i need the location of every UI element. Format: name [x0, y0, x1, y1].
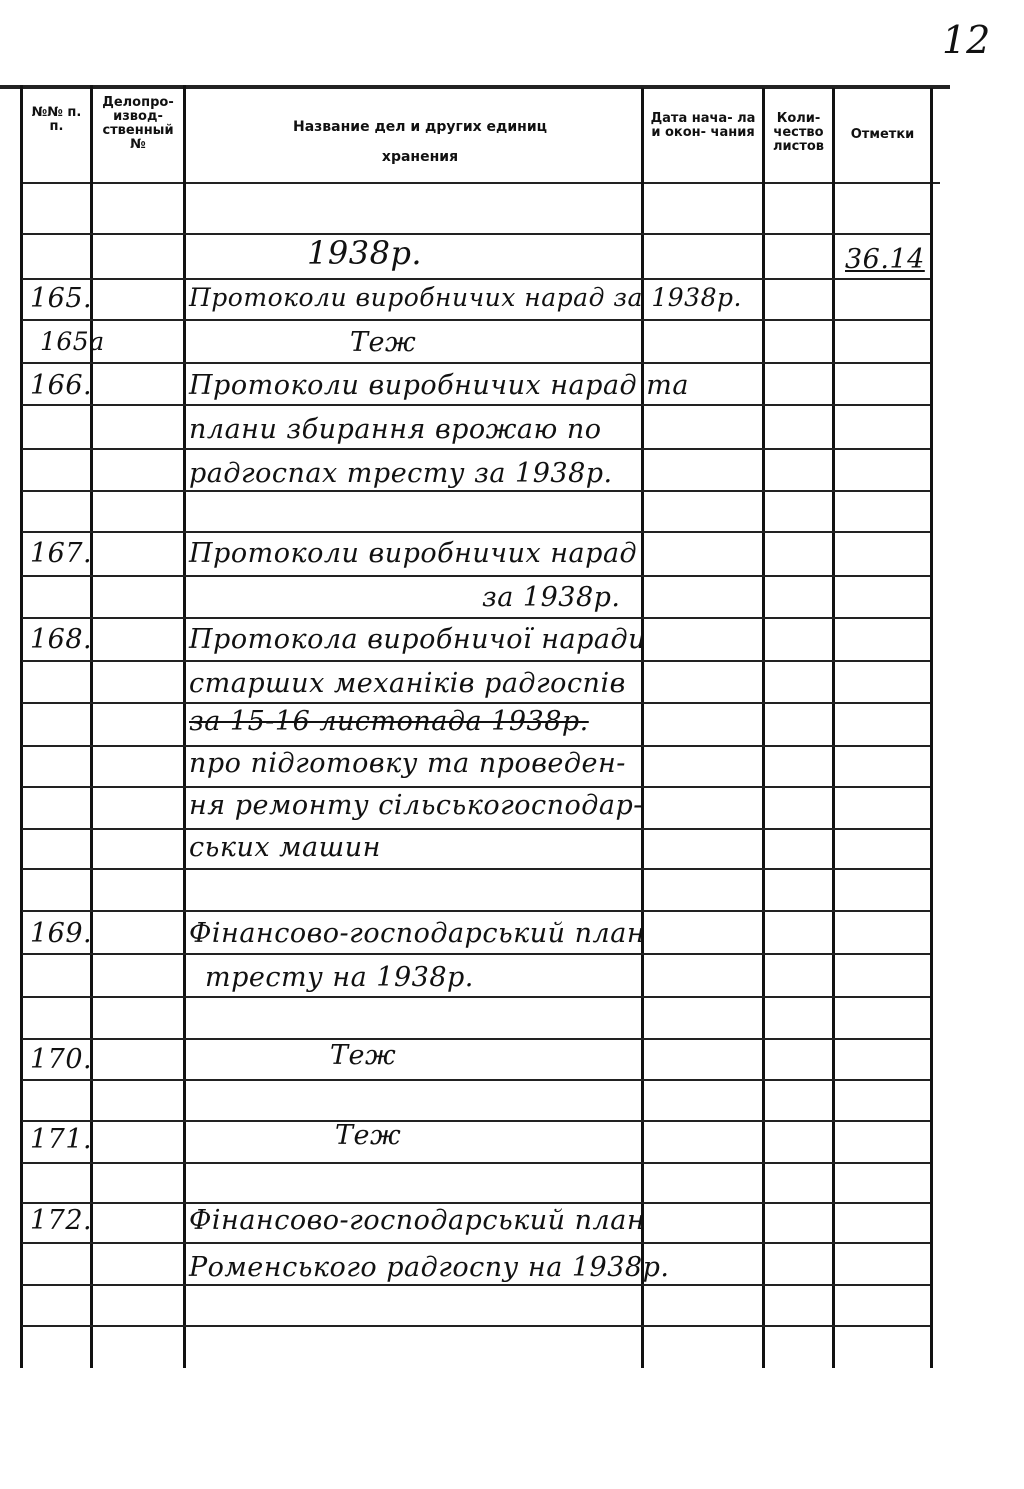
- ruled-line: [22, 575, 930, 577]
- column-divider: [832, 88, 835, 1368]
- ruled-line: [22, 490, 930, 492]
- entry-title-line: плани збирання врожаю по: [189, 414, 602, 445]
- ruled-line: [22, 278, 930, 280]
- column-divider: [641, 88, 644, 1368]
- entry-title-line: Роменського радгоспу на 1938р.: [189, 1252, 670, 1283]
- entry-title-line: ня ремонту сільськогосподар-: [189, 790, 643, 821]
- entry-title-line: про підготовку та проведен-: [189, 748, 626, 779]
- header-col-office-number: Делопро- извод- ственный №: [102, 95, 174, 152]
- ruled-line: [22, 786, 930, 788]
- entry-number: 168.: [30, 624, 93, 655]
- ruled-line: [22, 1202, 930, 1204]
- ruled-line: [22, 617, 930, 619]
- ruled-line: [22, 1162, 930, 1164]
- entry-title-line: Теж: [330, 1040, 397, 1071]
- entry-number: 165.: [30, 283, 93, 314]
- ruled-line: [22, 531, 930, 533]
- header-col-title: Название дел и других единиц хранения: [292, 119, 548, 165]
- entry-title-line: Протоколи виробничих нарад: [189, 538, 638, 569]
- entry-title-line: Фінансово-господарський план: [189, 1205, 646, 1236]
- page-number: 12: [942, 18, 991, 62]
- entry-number: 166.: [30, 370, 93, 401]
- entry-title-line: радгоспах тресту за 1938р.: [189, 458, 613, 489]
- header-col-dates: Дата нача- ла и окон- чания: [650, 111, 756, 140]
- ruled-line: [22, 1079, 930, 1081]
- ruled-line: [22, 1325, 930, 1327]
- ruled-line: [22, 319, 930, 321]
- entry-number: 169.: [30, 918, 93, 949]
- header-col-number: №№ п. п.: [31, 105, 82, 134]
- entry-title-line: Протоколи виробничих нарад та: [189, 370, 689, 401]
- entry-title-line: Фінансово-господарський план: [189, 918, 646, 949]
- entry-title-line: Протоколи виробничих нарад за 1938р.: [189, 283, 742, 312]
- header-col-notes: Отметки: [850, 127, 915, 142]
- ruled-line: [22, 953, 930, 955]
- entry-number: 172.: [30, 1205, 93, 1236]
- ruled-line: [22, 910, 930, 912]
- entry-title-line: Протокола виробничої наради: [189, 624, 647, 655]
- ruled-line: [22, 745, 930, 747]
- ruled-line: [22, 233, 930, 235]
- column-divider: [930, 88, 933, 1368]
- entry-title-line: Теж: [335, 1120, 402, 1151]
- table-top-border: [0, 85, 950, 89]
- entry-number: 170.: [30, 1044, 93, 1075]
- entry-title-line-struck: за 15-16 листопада 1938р.: [189, 706, 589, 737]
- year-heading: 1938р.: [307, 234, 423, 272]
- entry-number: 167.: [30, 538, 93, 569]
- ruled-line: [22, 828, 930, 830]
- ruled-line: [22, 404, 930, 406]
- ruled-line: [22, 1120, 930, 1122]
- ruled-line: [22, 1038, 930, 1040]
- entry-title-line: Теж: [350, 327, 417, 358]
- header-col-sheet-count: Коли- чество листов: [772, 111, 825, 154]
- column-divider: [762, 88, 765, 1368]
- year-note-mark: 36.14: [845, 244, 925, 275]
- entry-title-line: за 1938р.: [482, 582, 621, 613]
- ruled-line: [22, 1284, 930, 1286]
- ruled-line: [22, 702, 930, 704]
- entry-number: 171.: [30, 1124, 93, 1155]
- ruled-line: [22, 996, 930, 998]
- ruled-line: [22, 868, 930, 870]
- entry-number: 165а: [40, 327, 105, 356]
- entry-title-line: тресту на 1938р.: [205, 962, 474, 993]
- ruled-line: [22, 1242, 930, 1244]
- ruled-line: [22, 660, 930, 662]
- ruled-line: [22, 448, 930, 450]
- entry-title-line: ських машин: [189, 832, 381, 863]
- ruled-line: [22, 362, 930, 364]
- header-bottom-border: [22, 182, 940, 184]
- entry-title-line: старших механіків радгоспів: [189, 668, 626, 699]
